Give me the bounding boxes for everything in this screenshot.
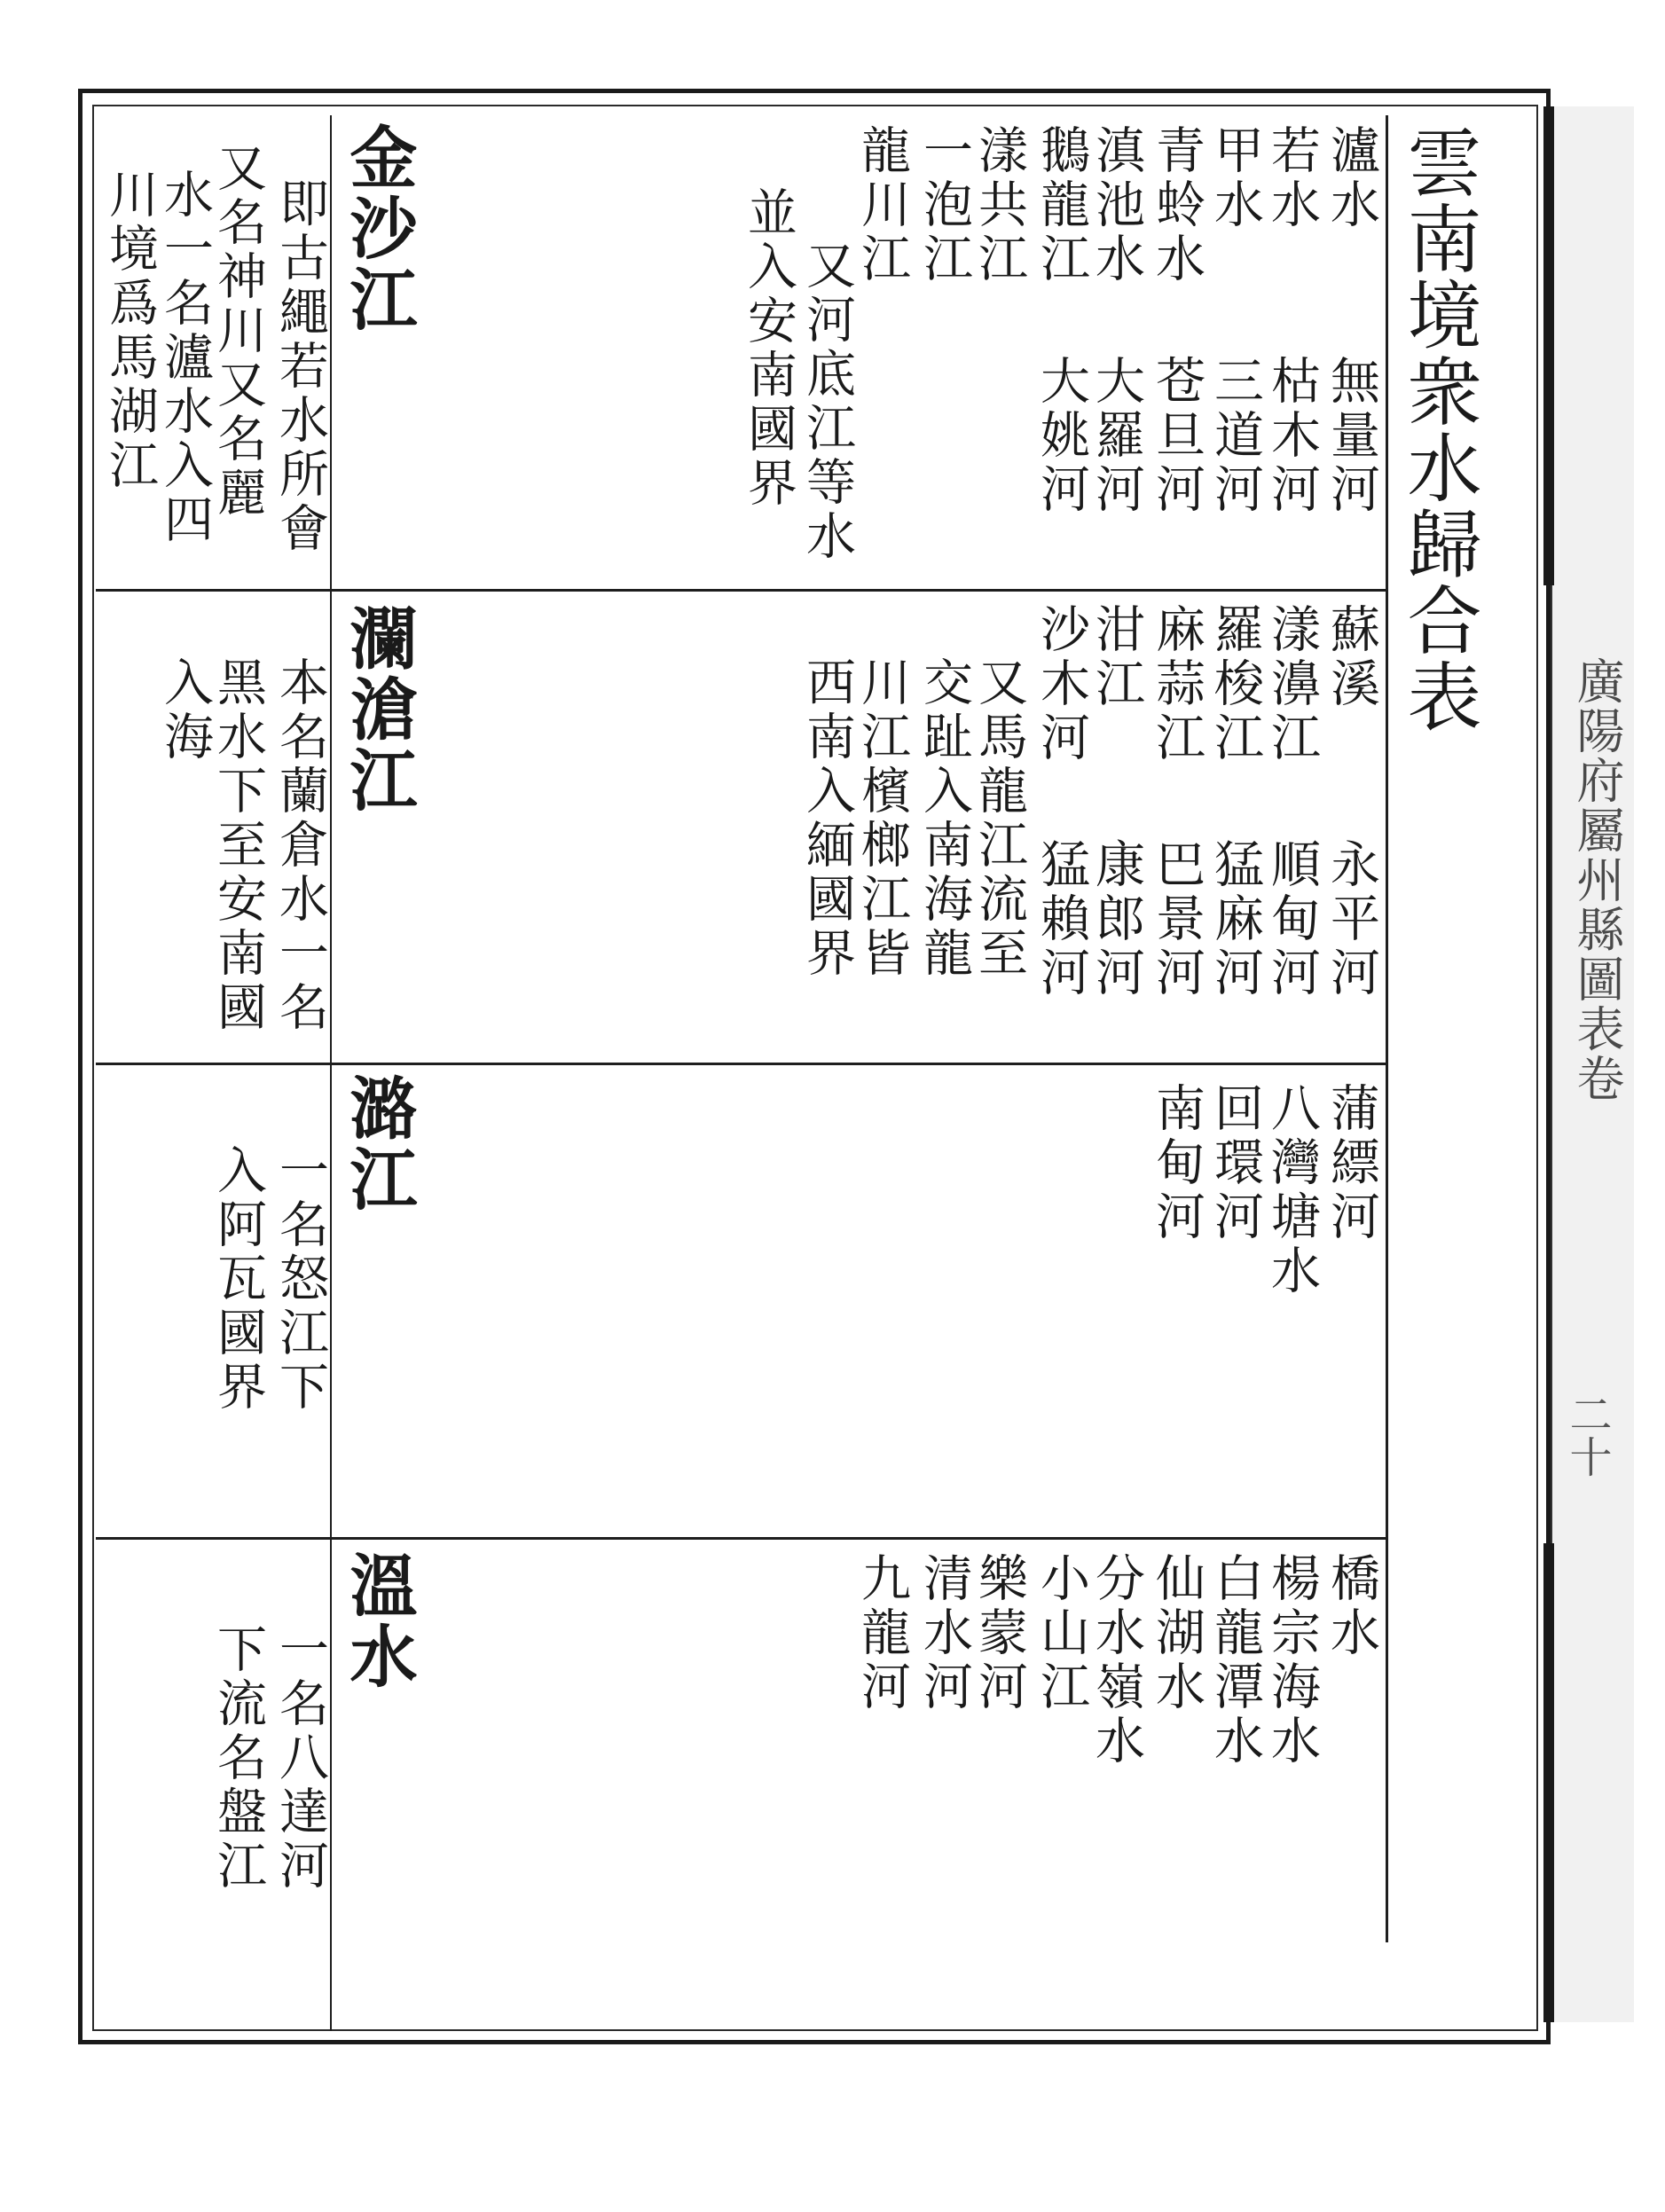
section-heading: 金沙江 bbox=[339, 122, 418, 335]
section-note: 水一名瀘水入四 bbox=[156, 169, 214, 547]
river-name: 沙木河 bbox=[1033, 603, 1090, 765]
river-name: 瀘水 bbox=[1323, 124, 1380, 232]
section-remark: 交趾入南海龍 bbox=[915, 656, 973, 981]
river-name: 鵝龍江 bbox=[1033, 124, 1090, 286]
tributary-name: 猛麻河 bbox=[1206, 838, 1264, 1000]
section-note: 入海 bbox=[156, 656, 214, 765]
river-name: 一泡江 bbox=[915, 124, 973, 286]
tributary-name: 康郎河 bbox=[1088, 838, 1145, 1000]
tributary-name: 猛賴河 bbox=[1033, 838, 1090, 1000]
river-name: 蘇溪 bbox=[1323, 603, 1380, 711]
river-name: 龍川江 bbox=[853, 124, 911, 286]
section-heading: 瀾滄江 bbox=[339, 603, 418, 816]
page-number: 二十 bbox=[1562, 1392, 1612, 1478]
river-name: 漾共江 bbox=[970, 124, 1028, 286]
river-name: 清水河 bbox=[915, 1552, 973, 1714]
river-name: 麻蒜江 bbox=[1148, 603, 1206, 765]
tributary-name: 永平河 bbox=[1323, 838, 1380, 1000]
section-divider-1 bbox=[96, 589, 1386, 592]
river-name: 漾濞江 bbox=[1263, 603, 1321, 765]
river-name: 橋水 bbox=[1323, 1552, 1380, 1660]
section-note: 又名神川又名麗 bbox=[209, 142, 267, 521]
section-note: 一名怒江下 bbox=[271, 1144, 329, 1415]
title-column-rule bbox=[1386, 115, 1388, 1942]
river-name: 小山江 bbox=[1033, 1552, 1090, 1714]
section-note: 黑水下至安南國 bbox=[209, 656, 267, 1035]
tributary-name: 無量河 bbox=[1323, 355, 1380, 517]
section-note: 一名八達河 bbox=[271, 1623, 329, 1894]
river-name: 樂蒙河 bbox=[970, 1552, 1028, 1714]
section-remark: 並入安南國界 bbox=[740, 186, 797, 511]
river-name: 滇池水 bbox=[1088, 124, 1145, 286]
river-name: 青蛉水 bbox=[1148, 124, 1206, 286]
page-title: 雲南境衆水歸合表 bbox=[1395, 124, 1482, 734]
river-name: 八灣塘水 bbox=[1263, 1082, 1321, 1298]
river-name: 白龍潭水 bbox=[1206, 1552, 1264, 1769]
tributary-name: 苍旦河 bbox=[1148, 355, 1206, 517]
river-name: 羅梭江 bbox=[1206, 603, 1264, 765]
section-divider-3 bbox=[96, 1537, 1386, 1540]
margin-black-band-top bbox=[1543, 106, 1554, 585]
river-name: 回環河 bbox=[1206, 1082, 1264, 1244]
section-note: 即古繩若水所會 bbox=[271, 177, 329, 556]
river-name: 甲水 bbox=[1206, 124, 1264, 232]
tributary-name: 巴景河 bbox=[1148, 838, 1206, 1000]
tributary-name: 大姚河 bbox=[1033, 355, 1090, 517]
section-remark: 又河底江等水 bbox=[798, 239, 856, 564]
river-name: 楊宗海水 bbox=[1263, 1552, 1321, 1769]
side-margin-text: 廣陽府屬州縣圖表卷 bbox=[1569, 656, 1625, 1103]
river-name: 分水嶺水 bbox=[1088, 1552, 1145, 1769]
section-divider-2 bbox=[96, 1063, 1386, 1065]
tributary-name: 枯木河 bbox=[1263, 355, 1321, 517]
section-note: 下流名盤江 bbox=[209, 1623, 267, 1894]
margin-black-band-bottom bbox=[1543, 1543, 1554, 2022]
section-heading: 潞江 bbox=[339, 1073, 418, 1215]
section-note: 入阿瓦國界 bbox=[209, 1144, 267, 1415]
section-note: 川境爲馬湖江 bbox=[101, 169, 159, 493]
river-name: 九龍河 bbox=[853, 1552, 911, 1714]
river-name: 南甸河 bbox=[1148, 1082, 1206, 1244]
section-remark: 川江檳榔江皆 bbox=[853, 656, 911, 981]
tributary-name: 三道河 bbox=[1206, 355, 1264, 517]
tributary-name: 大羅河 bbox=[1088, 355, 1145, 517]
section-remark: 西南入緬國界 bbox=[798, 656, 856, 981]
river-name: 蒲縹河 bbox=[1323, 1082, 1380, 1244]
river-name: 泔江 bbox=[1088, 603, 1145, 711]
section-remark: 又馬龍江流至 bbox=[970, 656, 1028, 981]
section-note: 本名蘭倉水一名 bbox=[271, 656, 329, 1035]
section-heading: 溫水 bbox=[339, 1550, 418, 1692]
river-name: 仙湖水 bbox=[1148, 1552, 1206, 1714]
tributary-name: 順甸河 bbox=[1263, 838, 1321, 1000]
river-name: 若水 bbox=[1263, 124, 1321, 232]
heading-column-rule bbox=[330, 115, 332, 2031]
